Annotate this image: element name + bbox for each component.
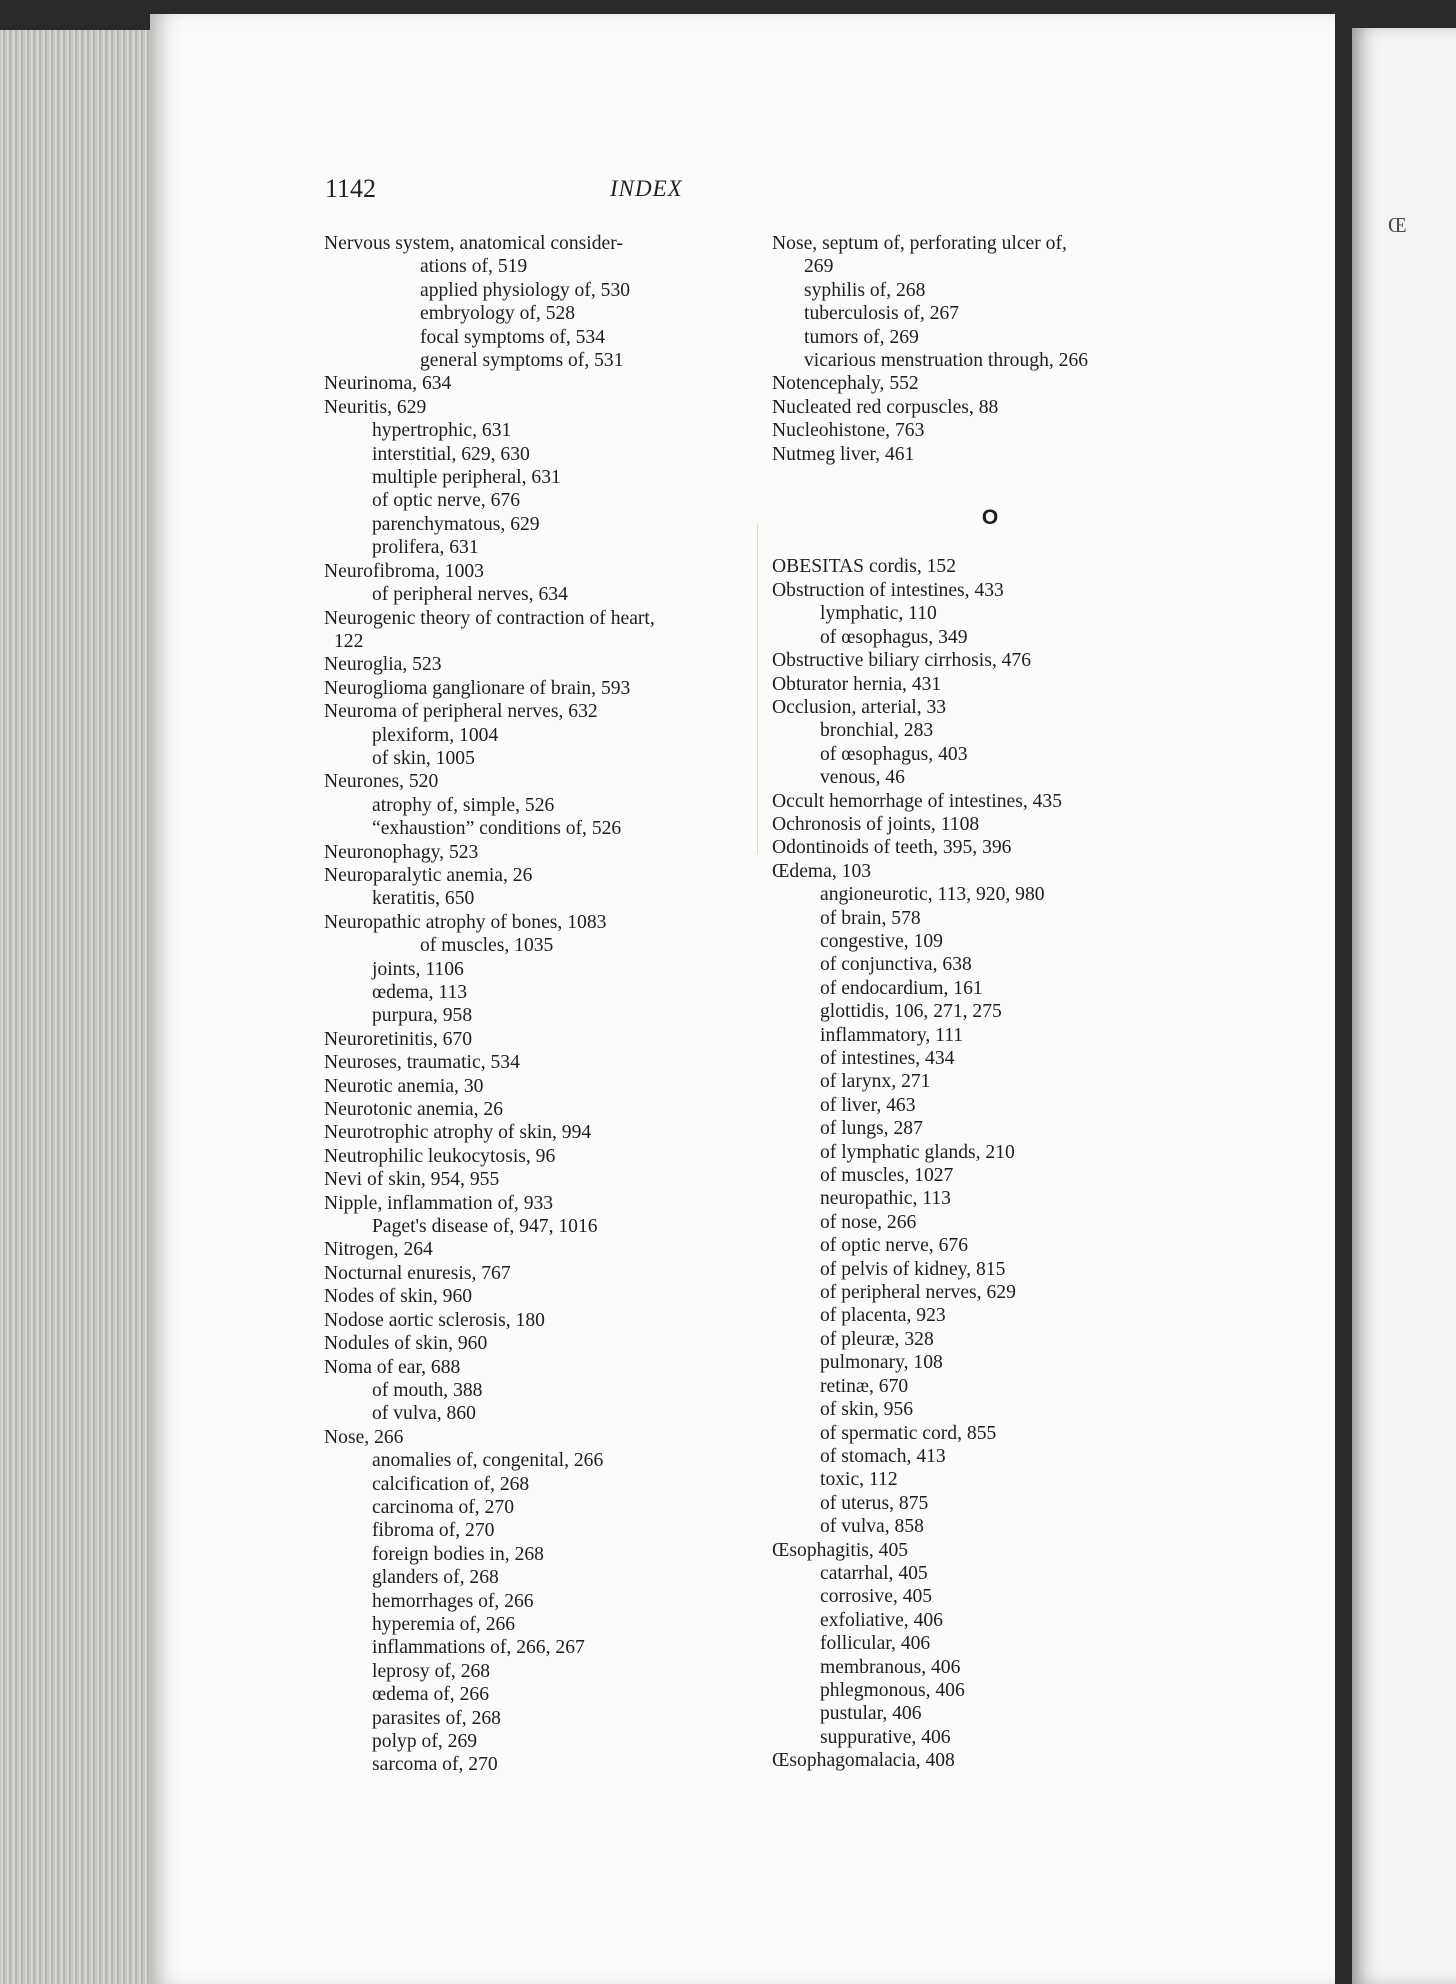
index-entry: follicular, 406 [820,1633,931,1655]
index-column-right [772,232,1208,1773]
index-entry: of nose, 266 [820,1211,917,1233]
index-entry: Nodules of skin, 960 [324,1333,488,1355]
index-entry: sarcoma of, 270 [372,1754,498,1776]
index-entry: focal symptoms of, 534 [420,326,606,348]
index-entry: phlegmonous, 406 [820,1679,965,1701]
index-entry: of muscles, 1035 [420,935,554,957]
index-entry: hyperemia of, 266 [372,1613,516,1635]
index-entry: Neuronophagy, 523 [324,841,479,863]
index-entry: neuropathic, 113 [820,1188,951,1210]
index-entry: retinæ, 670 [820,1375,909,1397]
index-entry: OBESITAS cordis, 152 [772,556,957,578]
index-entry: Neurotonic anemia, 26 [324,1099,504,1121]
index-entry: vicarious menstruation through, 266 [804,350,1089,372]
index-entry: Neuritis, 629 [324,396,427,418]
index-entry: toxic, 112 [820,1469,898,1491]
index-entry: prolifera, 631 [372,537,479,559]
next-page-edge [1352,28,1456,1984]
index-entry: Neuroglioma ganglionare of brain, 593 [324,677,631,699]
index-entry: suppurative, 406 [820,1726,951,1748]
index-entry: Neuroparalytic anemia, 26 [324,864,533,886]
index-entry: of vulva, 858 [820,1516,924,1538]
index-entry: congestive, 109 [820,930,943,952]
index-entry: of pleuræ, 328 [820,1328,934,1350]
index-entry: Neurotic anemia, 30 [324,1075,484,1097]
index-entry: interstitial, 629, 630 [372,443,530,465]
index-entry: of œsophagus, 403 [820,743,968,765]
index-entry: of spermatic cord, 855 [820,1422,997,1444]
index-entry: of lungs, 287 [820,1118,923,1140]
index-entry: Nucleated red corpuscles, 88 [772,396,999,418]
index-entry: membranous, 406 [820,1656,961,1678]
index-entry: Nose, septum of, perforating ulcer of, [772,233,1067,254]
index-entry: 269 [804,256,834,278]
index-entry: general symptoms of, 531 [420,350,624,372]
index-entry: Nose, 266 [324,1426,404,1448]
index-entry: corrosive, 405 [820,1586,933,1608]
index-entry: Nipple, inflammation of, 933 [324,1192,554,1214]
index-entry: multiple peripheral, 631 [372,467,561,489]
index-entry: of skin, 956 [820,1399,914,1421]
index-entry: Neuropathic atrophy of bones, 1083 [324,911,607,933]
index-entry: embryology of, 528 [420,303,576,325]
index-entry: venous, 46 [820,767,905,789]
index-entry: of brain, 578 [820,907,921,929]
index-entry: inflammatory, 111 [820,1024,964,1046]
index-entry: pulmonary, 108 [820,1352,943,1374]
section-letter-heading: O [981,506,999,530]
index-entry: Nitrogen, 264 [324,1239,433,1261]
index-entry: tuberculosis of, 267 [804,303,960,325]
index-entry: of muscles, 1027 [820,1165,954,1187]
index-entry: applied physiology of, 530 [420,279,631,301]
index-entry: anomalies of, congenital, 266 [372,1450,604,1472]
index-entry: calcification of, 268 [372,1473,530,1495]
index-entry: Noma of ear, 688 [324,1356,461,1378]
index-entry: Neurofibroma, 1003 [324,560,484,582]
index-entry: tumors of, 269 [804,326,919,348]
index-entry: Nocturnal enuresis, 767 [324,1262,511,1284]
index-entry: inflammations of, 266, 267 [372,1637,585,1659]
index-entry: bronchial, 283 [820,720,934,742]
index-entry: Œsophagitis, 405 [772,1539,909,1561]
index-entry: plexiform, 1004 [372,724,499,746]
index-entry: of optic nerve, 676 [372,490,520,512]
running-head: INDEX [610,176,683,201]
index-entry: Obstruction of intestines, 433 [772,579,1004,601]
index-entry: œdema, 113 [372,982,468,1003]
index-entry: purpura, 958 [372,1005,473,1027]
index-entry: Neurotrophic atrophy of skin, 994 [324,1122,592,1144]
index-entry: œdema of, 266 [372,1684,489,1706]
index-entry: lymphatic, 110 [820,603,937,625]
index-entry: ations of, 519 [420,256,528,278]
index-group-n-continued [772,232,1208,466]
index-entry: Nucleohistone, 763 [772,420,925,442]
index-column-left [324,232,760,1777]
index-entry: parenchymatous, 629 [372,513,540,535]
index-entry: of optic nerve, 676 [820,1235,968,1257]
index-entry: of peripheral nerves, 629 [820,1282,1016,1304]
index-entry: Nevi of skin, 954, 955 [324,1169,500,1191]
index-entry: parasites of, 268 [372,1707,501,1729]
index-entry: of lymphatic glands, 210 [820,1141,1015,1163]
index-entry: Obturator hernia, 431 [772,673,942,695]
index-entry: Neutrophilic leukocytosis, 96 [324,1145,556,1167]
index-entry: Occlusion, arterial, 33 [772,696,947,718]
index-entry: keratitis, 650 [372,888,475,910]
book-page-edges [0,30,160,1984]
index-entry: pustular, 406 [820,1703,922,1725]
index-entry: glanders of, 268 [372,1567,499,1589]
index-entry: of mouth, 388 [372,1379,483,1401]
index-entry: Nodes of skin, 960 [324,1286,473,1308]
index-entry: Odontinoids of teeth, 395, 396 [772,837,1012,859]
index-entry: of pelvis of kidney, 815 [820,1258,1006,1280]
index-entry: of placenta, 923 [820,1305,946,1327]
index-entry: Ochronosis of joints, 1108 [772,813,980,835]
index-entry: of œsophagus, 349 [820,626,968,648]
index-entry: Nodose aortic sclerosis, 180 [324,1309,545,1331]
index-entry: carcinoma of, 270 [372,1496,514,1518]
index-entry: Neuroma of peripheral nerves, 632 [324,701,598,723]
index-entry: of larynx, 271 [820,1071,931,1093]
index-entry: of liver, 463 [820,1094,916,1116]
index-entry: of intestines, 434 [820,1048,955,1069]
index-group-o [772,555,1208,1772]
book-page [150,14,1335,1984]
index-entry: Œsophagomalacia, 408 [772,1750,955,1772]
index-entry: syphilis of, 268 [804,279,926,301]
index-entry: of endocardium, 161 [820,977,983,999]
index-entry: of uterus, 875 [820,1492,929,1514]
index-entry: of conjunctiva, 638 [820,954,972,976]
index-entry: fibroma of, 270 [372,1520,495,1542]
index-entry: of stomach, 413 [820,1445,946,1467]
index-entry: Neurones, 520 [324,771,439,793]
index-entry: Obstructive biliary cirrhosis, 476 [772,650,1032,672]
index-entry: Œdema, 103 [772,860,872,882]
index-entry: Nutmeg liver, 461 [772,443,915,465]
index-entry: Neuroglia, 523 [324,654,442,676]
index-entry: foreign bodies in, 268 [372,1543,544,1565]
index-entry: glottidis, 106, 271, 275 [820,1001,1002,1023]
index-entry: exfoliative, 406 [820,1609,943,1631]
index-entry: catarrhal, 405 [820,1562,928,1584]
index-entry: Occult hemorrhage of intestines, 435 [772,790,1063,812]
index-entry: polyp of, 269 [372,1731,478,1752]
index-entry: Neuroretinitis, 670 [324,1028,473,1050]
index-entry: Nervous system, anatomical consider- [324,233,623,254]
index-entry: joints, 1106 [372,958,464,980]
index-entry: of skin, 1005 [372,747,475,769]
index-entry: leprosy of, 268 [372,1660,491,1682]
page-number: 1142 [325,174,377,203]
next-page-fragment: Œ [1388,213,1407,237]
index-entry: Neurinoma, 634 [324,373,452,395]
index-entry: Notencephaly, 552 [772,373,919,395]
index-entry: Neurogenic theory of contraction of heart, [324,607,655,629]
index-entry: hemorrhages of, 266 [372,1590,534,1612]
index-entry: “exhaustion” conditions of, 526 [372,818,622,840]
index-entry: of peripheral nerves, 634 [372,584,568,606]
index-entry: 122 [334,630,364,652]
index-entry: hypertrophic, 631 [372,420,512,442]
index-entry: Paget's disease of, 947, 1016 [372,1216,598,1238]
index-entry: Neuroses, traumatic, 534 [324,1052,520,1074]
index-entry: of vulva, 860 [372,1403,476,1425]
index-entry: angioneurotic, 113, 920, 980 [820,884,1045,906]
column-divider [757,524,758,854]
index-entry: atrophy of, simple, 526 [372,794,555,816]
